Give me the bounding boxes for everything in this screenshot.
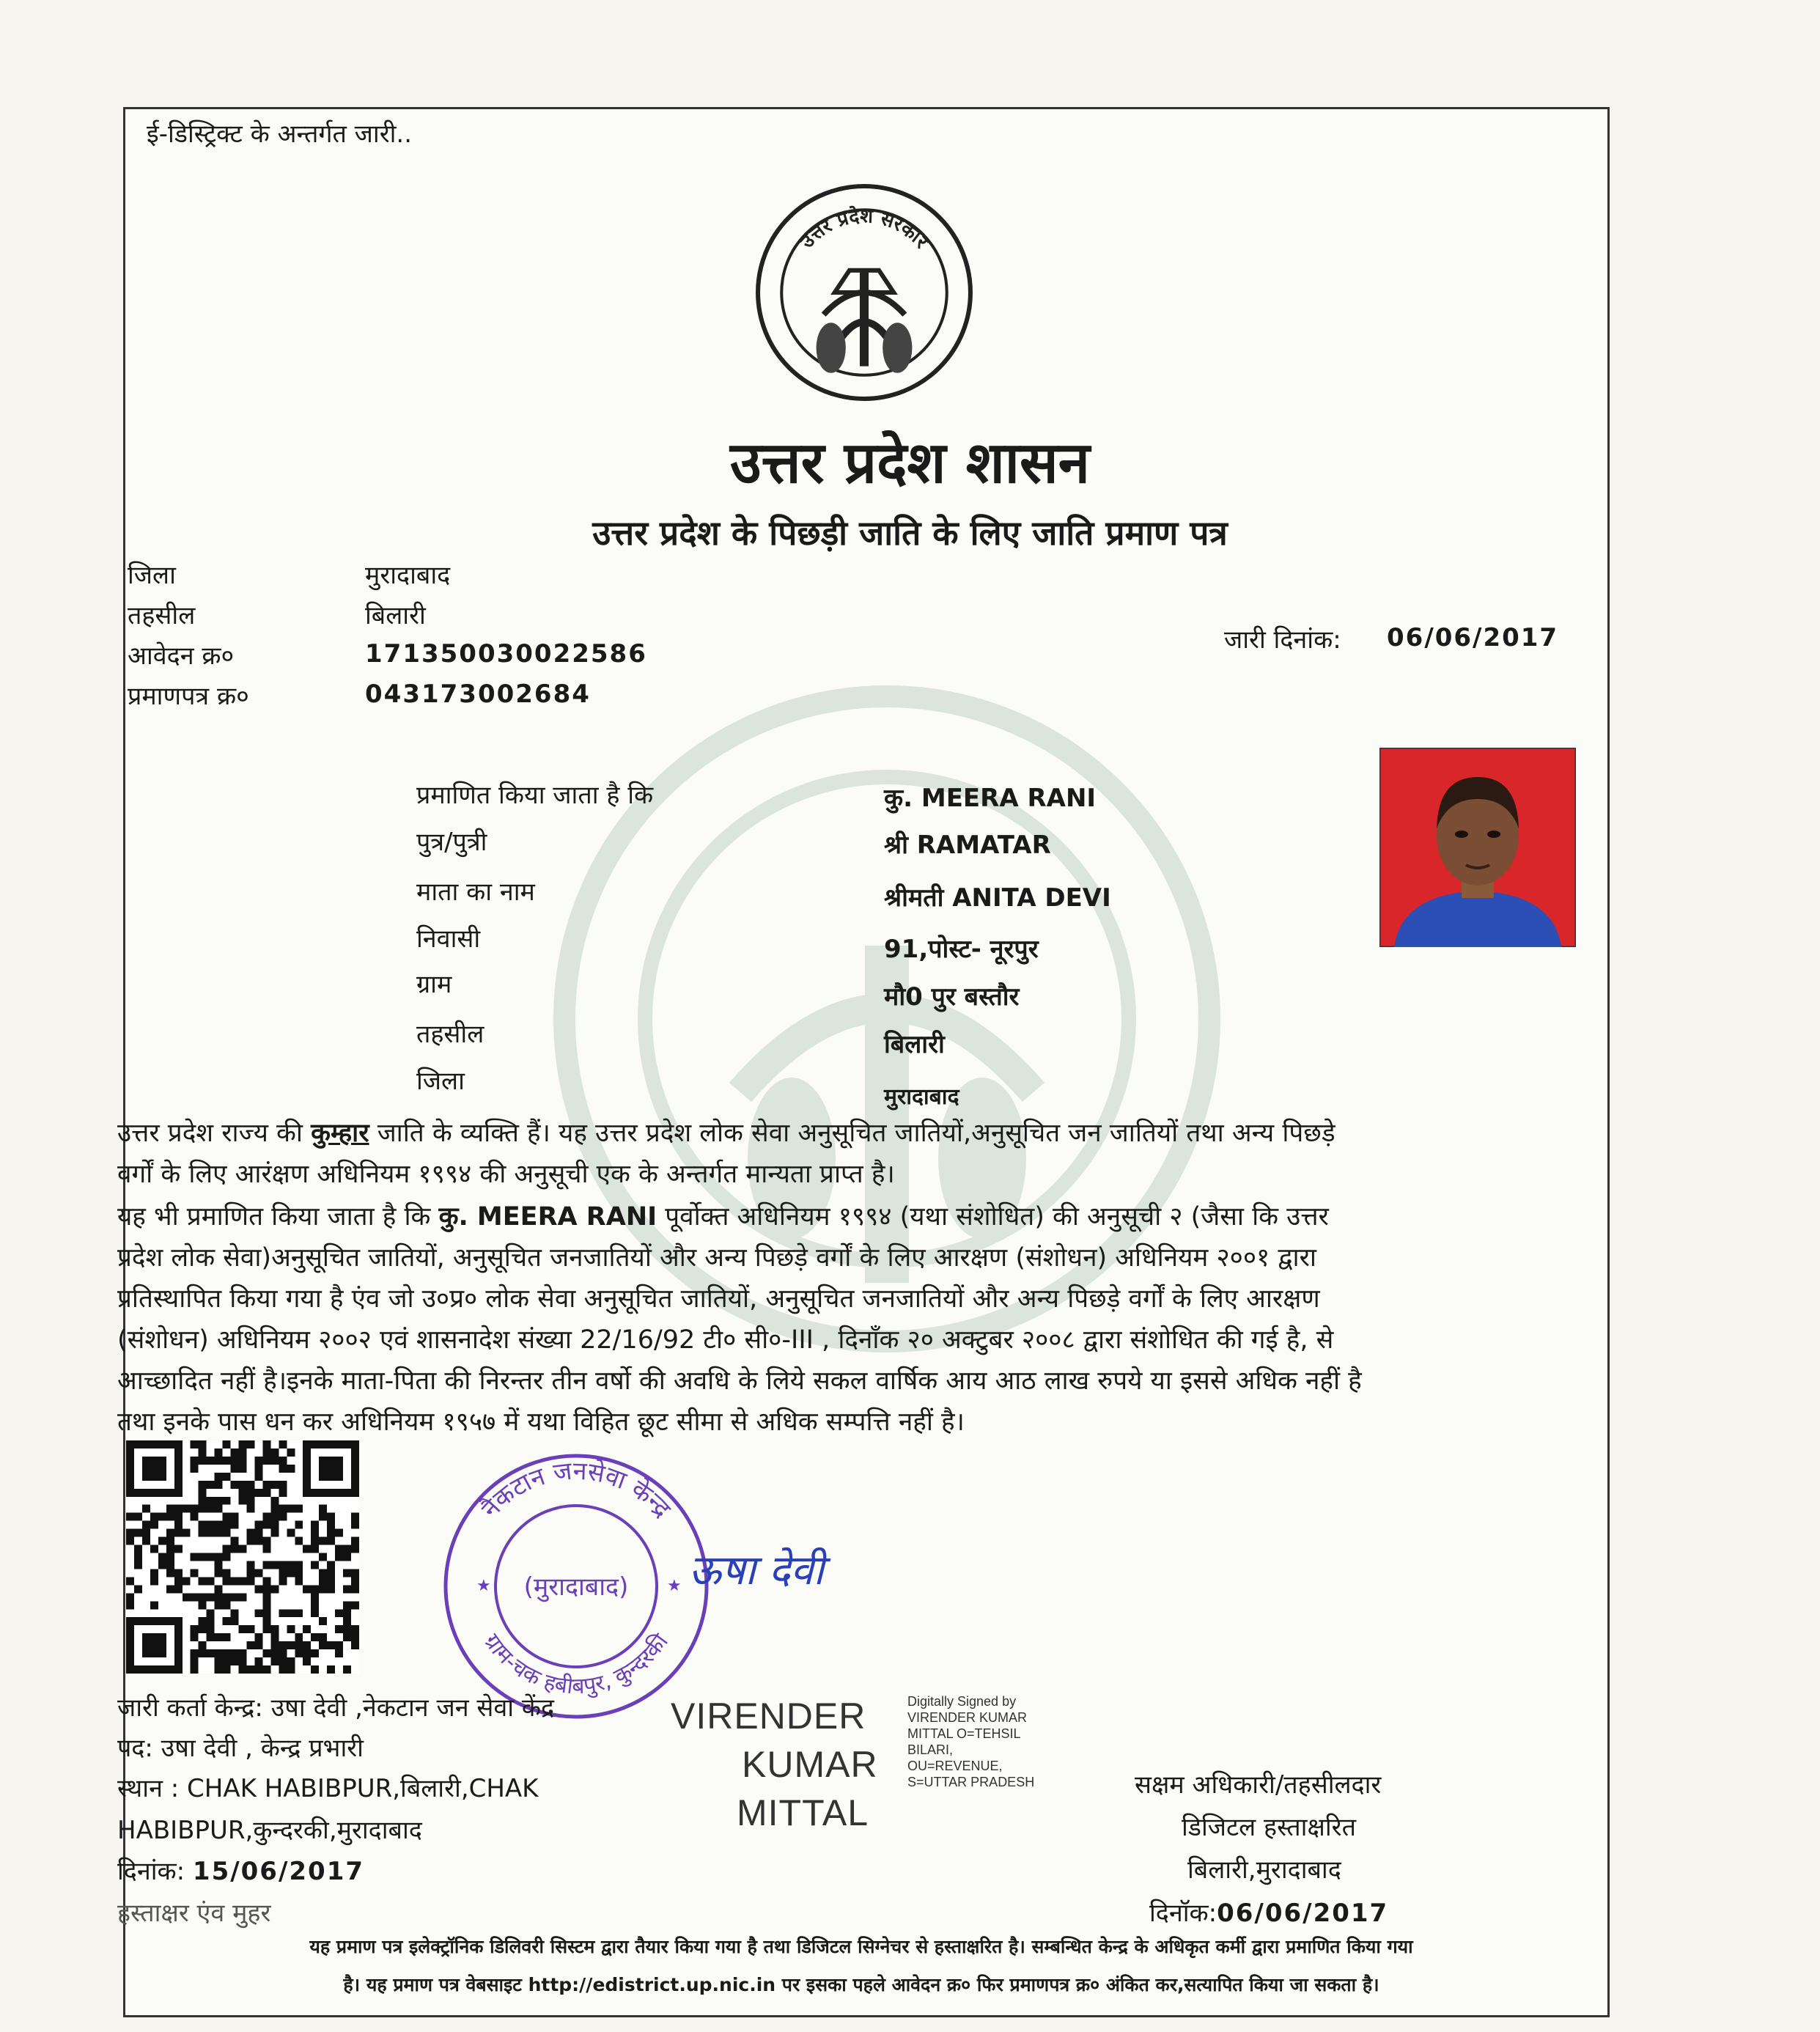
detail-value-father: श्री RAMATAR bbox=[884, 831, 1051, 860]
svg-text:★: ★ bbox=[667, 1577, 682, 1595]
creamy-layer-paragraph: यह भी प्रमाणित किया जाता है कि कु. MEERA RANI पूर्वोक्त अधिनियम १९९४ (यथा संशोधित) की अनुसूची २ (जैसा कि उत्तर प्रदेश लोक सेवा)अनुसूचित जातियों, अनुसूचित जनजातियों और अन्य पिछड़े वर्गों के लिए आरक्षण (संशोधन) अधिनियम २००१ द्वारा प्रतिस्थापित किया गया है एंव जो उ०प्र० लोक सेवा अनुसूचित जातियों, अनुसूचित जनजातियों और अन्य पिछड़े वर्गों के लिए आरक्षण (संशोधन) अधिनियम २००२ एवं शासनादेश संख्या 22/16/92 टी० सी०-III , दिनाँक २० अक्टुबर २००८ द्वारा संशोधित की गई है, से आच्छादित नहीं है।इनके माता-पिता की निरन्तर तीन वर्षो की अवधि के लिये सकल वार्षिक आय आठ लाख रुपये या इससे अधिक नहीं है तथा इनके पास धन कर अधिनियम १९५७ में यथा विहित छूट सीमा से अधिक सम्पत्ति नहीं है। bbox=[117, 1202, 1362, 1437]
issued-under-note: ई-डिस्ट्रिक्ट के अन्तर्गत जारी.. bbox=[147, 119, 413, 149]
certificate-subtitle: उत्तर प्रदेश के पिछड़ी जाति के लिए जाति प्रमाण पत्र bbox=[592, 513, 1228, 553]
detail-value-name: कु. MEERA RANI bbox=[884, 784, 1097, 813]
digital-sign-name-1: VIRENDER bbox=[671, 1696, 866, 1737]
application-no-label: आवेदन क्र० bbox=[128, 641, 235, 671]
issuer-post: पद: उषा देवी , केन्द्र प्रभारी bbox=[117, 1734, 364, 1763]
svg-text:★: ★ bbox=[476, 1577, 491, 1595]
detail-label-child-of: पुत्र/पुत्री bbox=[416, 828, 487, 857]
uttar-pradesh-emblem-icon bbox=[754, 182, 975, 403]
detail-value-village: मौ0 पुर बस्तौर bbox=[884, 982, 1020, 1012]
issue-date-label: जारी दिनांक: bbox=[1224, 625, 1341, 655]
emblem-text: उत्तर प्रदेश सरकार bbox=[796, 205, 933, 253]
authority-digital-signed: डिजिटल हस्ताक्षरित bbox=[1182, 1813, 1356, 1842]
issue-date-value: 06/06/2017 bbox=[1387, 623, 1559, 652]
detail-value-resident: 91,पोस्ट- नूरपुर bbox=[884, 935, 1039, 964]
detail-label-certified: प्रमाणित किया जाता है कि bbox=[416, 781, 654, 810]
authority-date: दिनॉक:06/06/2017 bbox=[1149, 1899, 1389, 1928]
issuer-place-line1: स्थान : CHAK HABIBPUR,बिलारी,CHAK bbox=[117, 1774, 539, 1803]
tehsil-label: तहसील bbox=[128, 601, 196, 630]
detail-label-village: ग्राम bbox=[416, 970, 452, 999]
district-value: मुरादाबाद bbox=[365, 561, 451, 590]
certificate-no-value: 043173002684 bbox=[365, 680, 591, 709]
application-no-value: 171350030022586 bbox=[365, 639, 647, 669]
sign-and-seal-label: हस्ताक्षर एंव मुहर bbox=[117, 1899, 271, 1928]
digital-sign-details: Digitally Signed by VIRENDER KUMAR MITTAL O=TEHSIL BILARI, OU=REVENUE, S=UTTAR PRADESH bbox=[907, 1694, 1035, 1789]
caste-paragraph: उत्तर प्रदेश राज्य की कुम्हार जाति के व्यक्ति हैं। यह उत्तर प्रदेश लोक सेवा अनुसूचित जातियों,अनुसूचित जन जातियों तथा अन्य पिछड़े वर्गों के लिए आरंक्षण अधिनियम १९९४ की अनुसूची एक के अन्तर्गत मान्यता प्राप्त है। bbox=[117, 1119, 1335, 1189]
detail-value-district: मुरादाबाद bbox=[884, 1084, 959, 1110]
detail-value-tehsil: बिलारी bbox=[884, 1030, 945, 1059]
footer-line-2: है। यह प्रमाण पत्र वेबसाइट http://edistrict.up.nic.in पर इसका पहले आवेदन क्र० फिर प्रमाणपत्र क्र० अंकित कर,सत्यापित किया जा सकता है। bbox=[343, 1974, 1379, 1995]
caste-name: कुम्हार bbox=[311, 1119, 369, 1148]
issuer-date: दिनांक: 15/06/2017 bbox=[117, 1857, 365, 1886]
stamp-top-text: नैकटान जनसेवा केन्द्र bbox=[476, 1456, 677, 1524]
svg-text:नैकटान जनसेवा केन्द्र bbox=[476, 1457, 677, 1524]
qr-code[interactable] bbox=[126, 1440, 359, 1674]
detail-value-mother: श्रीमती ANITA DEVI bbox=[884, 883, 1111, 913]
handwritten-signature: ऊषा देवी bbox=[689, 1547, 825, 1594]
svg-text:उत्तर प्रदेश सरकार bbox=[796, 205, 933, 253]
detail-label-mother: माता का नाम bbox=[416, 877, 535, 907]
certificate-no-label: प्रमाणपत्र क्र० bbox=[128, 682, 249, 711]
page-title: उत्तर प्रदेश शासन bbox=[730, 430, 1090, 496]
issuing-center: जारी कर्ता केन्द्र: उषा देवी ,नेकटान जन सेवा केंद्र bbox=[117, 1693, 555, 1723]
authority-title: सक्षम अधिकारी/तहसीलदार bbox=[1135, 1770, 1382, 1800]
applicant-photo bbox=[1379, 748, 1576, 947]
detail-label-district: जिला bbox=[416, 1067, 465, 1096]
digital-sign-name-2: KUMAR bbox=[742, 1744, 878, 1785]
tehsil-value: बिलारी bbox=[365, 601, 426, 630]
authority-location: बिलारी,मुरादाबाद bbox=[1187, 1855, 1341, 1885]
footer-line-1: यह प्रमाण पत्र इलेक्ट्रॉनिक डिलिवरी सिस्टम द्वारा तैयार किया गया है तथा डिजिटल सिग्नेचर से हस्ताक्षरित है। सम्बन्धित केन्द्र के अधिकृत कर्मी द्वारा प्रमाणित किया गया bbox=[309, 1936, 1413, 1957]
stamp-bottom-text: ग्राम-चक हबीबपुर, कुन्दरकी bbox=[479, 1629, 674, 1700]
paragraph-name: कु. MEERA RANI bbox=[438, 1202, 657, 1232]
stamp-center-text: (मुरादाबाद) bbox=[523, 1572, 629, 1602]
detail-label-resident: निवासी bbox=[416, 924, 481, 954]
detail-label-tehsil: तहसील bbox=[416, 1020, 485, 1049]
digital-sign-name-3: MITTAL bbox=[737, 1792, 869, 1833]
issuer-place-line2: HABIBPUR,कुन्दरकी,मुरादाबाद bbox=[117, 1816, 422, 1845]
center-stamp bbox=[440, 1450, 712, 1723]
district-label: जिला bbox=[128, 561, 176, 590]
